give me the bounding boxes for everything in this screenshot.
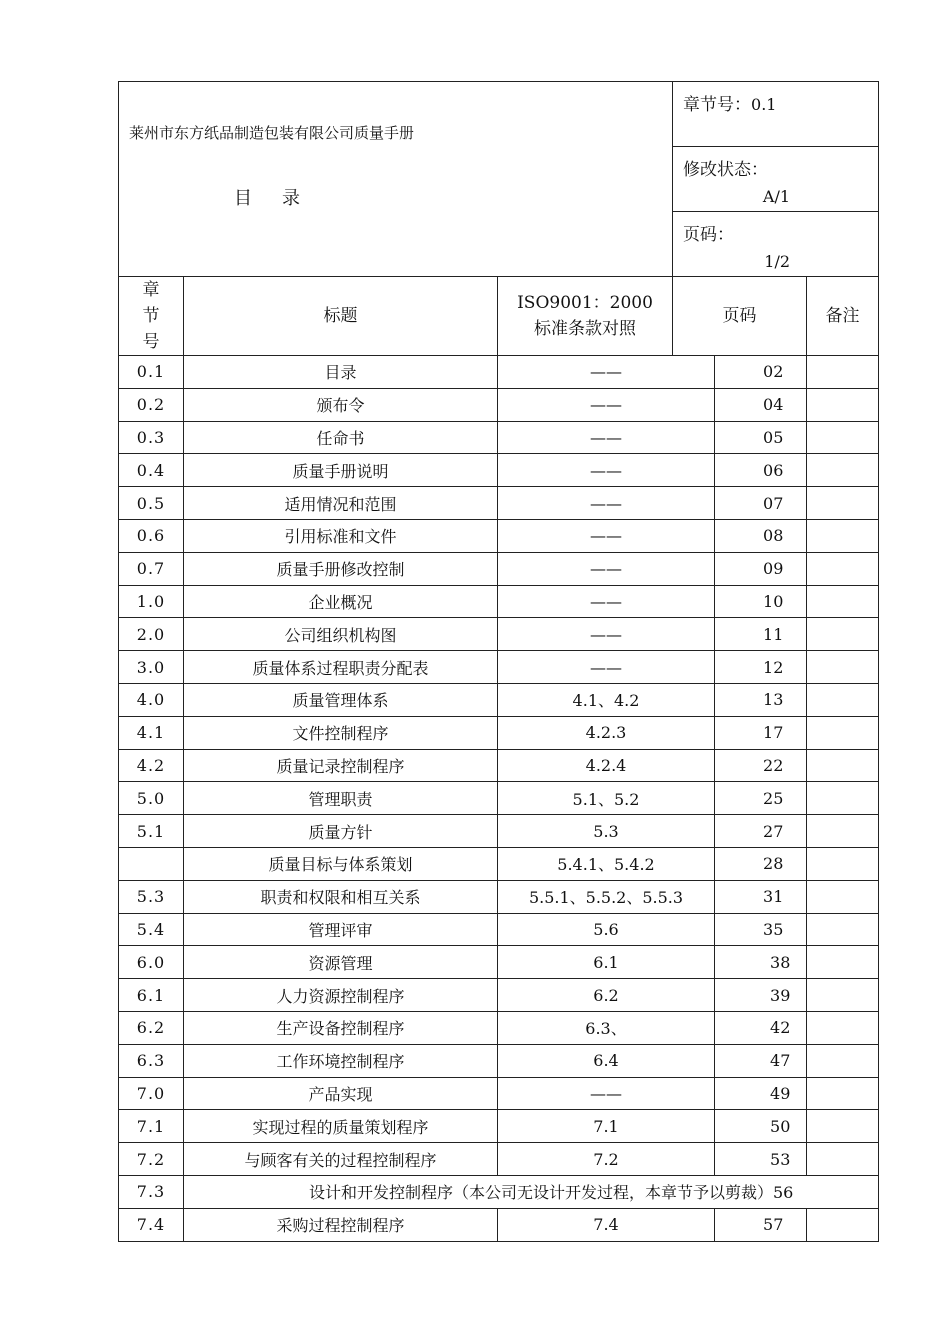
table-row <box>119 1011 879 1044</box>
iso-cell: —— <box>498 519 715 552</box>
title-cell: 管理评审 <box>184 913 498 946</box>
section-cell: 6.2 <box>119 1011 184 1044</box>
title-cell: 质量记录控制程序 <box>184 749 498 782</box>
title-cell: 质量管理体系 <box>184 683 498 716</box>
header-left-cell <box>119 82 673 277</box>
table-row <box>119 618 879 651</box>
table-row <box>119 454 879 487</box>
page-cell: 38 <box>715 946 807 979</box>
page-cell: 04 <box>715 388 807 421</box>
col-header-note: 备注 <box>807 277 879 356</box>
page-cell: 13 <box>715 683 807 716</box>
col-header-iso: ISO9001：2000标准条款对照 <box>498 277 673 356</box>
title-cell: 实现过程的质量策划程序 <box>184 1110 498 1143</box>
table-row <box>119 1175 879 1208</box>
title-cell: 质量手册说明 <box>184 454 498 487</box>
page-cell: 49 <box>715 1077 807 1110</box>
table-row <box>119 1143 879 1176</box>
page-cell: 35 <box>715 913 807 946</box>
table-row <box>119 356 879 389</box>
section-cell: 4.2 <box>119 749 184 782</box>
section-cell: 1.0 <box>119 585 184 618</box>
note-cell <box>807 815 879 848</box>
revision-cell <box>673 147 879 212</box>
title-cell: 产品实现 <box>184 1077 498 1110</box>
iso-cell: 7.4 <box>498 1208 715 1241</box>
document-page <box>118 81 878 1242</box>
title-cell: 颁布令 <box>184 388 498 421</box>
iso-cell: —— <box>498 552 715 585</box>
iso-cell: —— <box>498 651 715 684</box>
note-cell <box>807 880 879 913</box>
merged-title-cell: 设计和开发控制程序（本公司无设计开发过程，本章节予以剪裁）56 <box>184 1175 879 1208</box>
table-row <box>119 913 879 946</box>
section-cell: 4.1 <box>119 716 184 749</box>
section-cell: 4.0 <box>119 683 184 716</box>
title-char-1: 目 <box>234 188 252 209</box>
page-title <box>234 184 300 210</box>
page-value: 1/2 <box>764 252 791 271</box>
note-cell <box>807 782 879 815</box>
section-value: 0.1 <box>751 95 777 114</box>
section-cell: 6.3 <box>119 1044 184 1077</box>
title-cell: 任命书 <box>184 421 498 454</box>
page-cell: 09 <box>715 552 807 585</box>
column-header-row <box>119 277 879 356</box>
title-cell: 质量方针 <box>184 815 498 848</box>
title-cell: 引用标准和文件 <box>184 519 498 552</box>
iso-cell: 5.6 <box>498 913 715 946</box>
page-cell: 39 <box>715 979 807 1012</box>
iso-cell: 5.4.1、5.4.2 <box>498 847 715 880</box>
title-cell: 管理职责 <box>184 782 498 815</box>
section-cell: 7.1 <box>119 1110 184 1143</box>
section-cell: 7.2 <box>119 1143 184 1176</box>
note-cell <box>807 487 879 520</box>
revision-label: 修改状态： <box>683 160 769 180</box>
iso-cell: 5.1、5.2 <box>498 782 715 815</box>
table-row <box>119 782 879 815</box>
table-row <box>119 388 879 421</box>
section-cell: 3.0 <box>119 651 184 684</box>
company-name: 莱州市东方纸品制造包装有限公司质量手册 <box>129 124 415 142</box>
section-cell: 5.1 <box>119 815 184 848</box>
note-cell <box>807 683 879 716</box>
page-cell: 42 <box>715 1011 807 1044</box>
page-cell: 05 <box>715 421 807 454</box>
iso-cell: 6.4 <box>498 1044 715 1077</box>
section-cell: 5.3 <box>119 880 184 913</box>
table-row <box>119 880 879 913</box>
page-cell: 28 <box>715 847 807 880</box>
page-cell: 22 <box>715 749 807 782</box>
note-cell <box>807 1011 879 1044</box>
title-cell: 职责和权限和相互关系 <box>184 880 498 913</box>
note-cell <box>807 585 879 618</box>
title-cell: 资源管理 <box>184 946 498 979</box>
section-cell: 6.1 <box>119 979 184 1012</box>
iso-cell: —— <box>498 487 715 520</box>
page-cell: 17 <box>715 716 807 749</box>
note-cell <box>807 749 879 782</box>
page-number-cell <box>673 212 879 277</box>
page-cell: 07 <box>715 487 807 520</box>
page-cell: 12 <box>715 651 807 684</box>
note-cell <box>807 552 879 585</box>
section-cell <box>119 847 184 880</box>
title-cell: 目录 <box>184 356 498 389</box>
note-cell <box>807 946 879 979</box>
title-cell: 质量手册修改控制 <box>184 552 498 585</box>
iso-cell: 5.5.1、5.5.2、5.5.3 <box>498 880 715 913</box>
page-cell: 11 <box>715 618 807 651</box>
table-row <box>119 519 879 552</box>
note-cell <box>807 454 879 487</box>
iso-cell: 4.2.4 <box>498 749 715 782</box>
iso-cell: 6.1 <box>498 946 715 979</box>
iso-cell: —— <box>498 618 715 651</box>
revision-value: A/1 <box>762 187 791 206</box>
note-cell <box>807 1077 879 1110</box>
note-cell <box>807 651 879 684</box>
section-cell: 7.4 <box>119 1208 184 1241</box>
page-cell: 08 <box>715 519 807 552</box>
title-cell: 企业概况 <box>184 585 498 618</box>
table-row <box>119 487 879 520</box>
section-cell: 5.0 <box>119 782 184 815</box>
section-cell: 7.0 <box>119 1077 184 1110</box>
title-cell: 生产设备控制程序 <box>184 1011 498 1044</box>
page-cell: 02 <box>715 356 807 389</box>
section-cell: 0.3 <box>119 421 184 454</box>
col-header-section: 章节号 <box>119 277 184 356</box>
table-row <box>119 585 879 618</box>
title-cell: 采购过程控制程序 <box>184 1208 498 1241</box>
section-cell: 0.4 <box>119 454 184 487</box>
page-label: 页码： <box>683 225 735 245</box>
note-cell <box>807 1208 879 1241</box>
note-cell <box>807 618 879 651</box>
note-cell <box>807 1143 879 1176</box>
section-cell: 6.0 <box>119 946 184 979</box>
section-cell: 5.4 <box>119 913 184 946</box>
page-cell: 27 <box>715 815 807 848</box>
iso-cell: 6.3、 <box>498 1011 715 1044</box>
section-label: 章节号： <box>683 95 752 115</box>
table-row <box>119 683 879 716</box>
page-cell: 53 <box>715 1143 807 1176</box>
section-cell: 7.3 <box>119 1175 184 1208</box>
page-cell: 50 <box>715 1110 807 1143</box>
table-row <box>119 552 879 585</box>
table-row <box>119 716 879 749</box>
iso-cell: 7.1 <box>498 1110 715 1143</box>
title-cell: 适用情况和范围 <box>184 487 498 520</box>
iso-cell: —— <box>498 421 715 454</box>
title-char-2: 录 <box>282 188 300 209</box>
table-row <box>119 421 879 454</box>
title-cell: 与顾客有关的过程控制程序 <box>184 1143 498 1176</box>
page-cell: 25 <box>715 782 807 815</box>
iso-cell: 7.2 <box>498 1143 715 1176</box>
page-cell: 31 <box>715 880 807 913</box>
title-cell: 人力资源控制程序 <box>184 979 498 1012</box>
iso-cell: —— <box>498 454 715 487</box>
iso-cell: 4.2.3 <box>498 716 715 749</box>
page-cell: 57 <box>715 1208 807 1241</box>
table-row <box>119 1044 879 1077</box>
iso-cell: —— <box>498 585 715 618</box>
table-row <box>119 1077 879 1110</box>
table-row <box>119 946 879 979</box>
table-row <box>119 749 879 782</box>
note-cell <box>807 716 879 749</box>
iso-cell: —— <box>498 388 715 421</box>
note-cell <box>807 1044 879 1077</box>
note-cell <box>807 519 879 552</box>
toc-table <box>118 81 879 1242</box>
note-cell <box>807 356 879 389</box>
title-cell: 公司组织机构图 <box>184 618 498 651</box>
title-cell: 质量目标与体系策划 <box>184 847 498 880</box>
page-cell: 47 <box>715 1044 807 1077</box>
note-cell <box>807 388 879 421</box>
iso-cell: 6.2 <box>498 979 715 1012</box>
note-cell <box>807 1110 879 1143</box>
section-cell: 0.1 <box>119 356 184 389</box>
col-header-title: 标题 <box>184 277 498 356</box>
title-cell: 工作环境控制程序 <box>184 1044 498 1077</box>
section-cell: 0.7 <box>119 552 184 585</box>
title-cell: 质量体系过程职责分配表 <box>184 651 498 684</box>
section-cell: 0.2 <box>119 388 184 421</box>
page-cell: 10 <box>715 585 807 618</box>
table-row <box>119 1110 879 1143</box>
section-cell: 0.6 <box>119 519 184 552</box>
iso-cell: 4.1、4.2 <box>498 683 715 716</box>
table-row <box>119 1208 879 1241</box>
iso-cell: —— <box>498 356 715 389</box>
col-header-page: 页码 <box>673 277 807 356</box>
table-row <box>119 847 879 880</box>
table-row <box>119 651 879 684</box>
note-cell <box>807 913 879 946</box>
iso-cell: 5.3 <box>498 815 715 848</box>
section-cell: 0.5 <box>119 487 184 520</box>
page-cell: 06 <box>715 454 807 487</box>
iso-cell: —— <box>498 1077 715 1110</box>
title-cell: 文件控制程序 <box>184 716 498 749</box>
note-cell <box>807 847 879 880</box>
note-cell <box>807 421 879 454</box>
note-cell <box>807 979 879 1012</box>
table-row <box>119 815 879 848</box>
table-row <box>119 979 879 1012</box>
section-cell: 2.0 <box>119 618 184 651</box>
section-number-cell <box>673 82 879 147</box>
